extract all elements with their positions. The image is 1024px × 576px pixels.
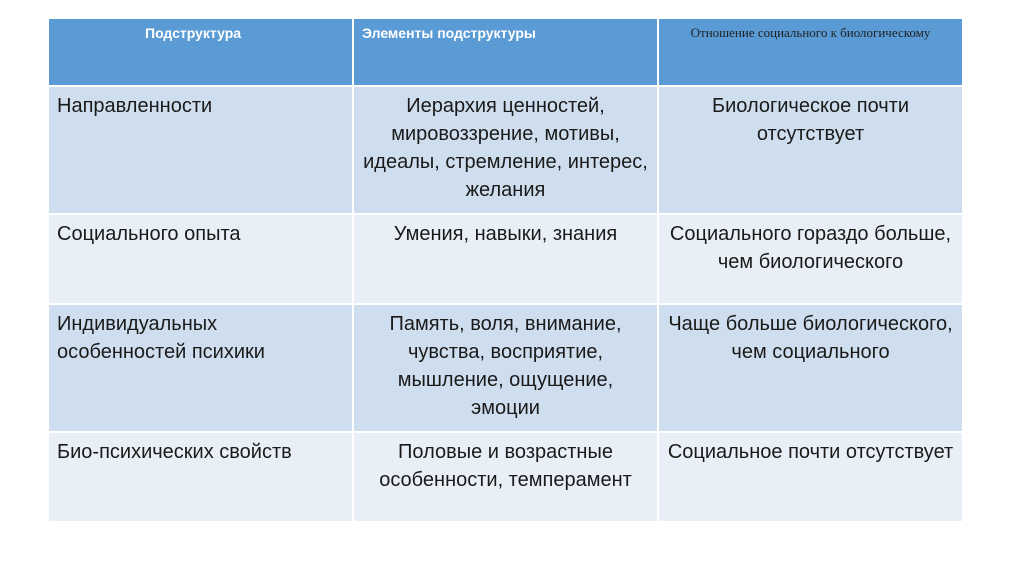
header-row <box>48 18 963 86</box>
cell-relation: Биологическое почти отсутствует <box>658 86 963 214</box>
cell-relation: Социального гораздо больше, чем биологического <box>658 214 963 304</box>
cell-substructure: Направленности <box>48 86 353 214</box>
cell-relation: Чаще больше биологического, чем социального <box>658 304 963 432</box>
cell-substructure: Социального опыта <box>48 214 353 304</box>
header-substructure: Подструктура <box>48 18 353 86</box>
header-elements: Элементы подструктуры <box>353 18 658 86</box>
table-row <box>48 86 963 214</box>
table-row <box>48 304 963 432</box>
cell-elements: Иерархия ценностей, мировоззрение, мотивы, идеалы, стремление, интерес, желания <box>353 86 658 214</box>
header-relation: Отношение социального к биологическому <box>658 18 963 86</box>
cell-substructure: Индивидуальных особенностей психики <box>48 304 353 432</box>
table-row <box>48 432 963 522</box>
cell-elements: Половые и возрастные особенности, темперамент <box>353 432 658 522</box>
cell-elements: Память, воля, внимание, чувства, восприятие, мышление, ощущение, эмоции <box>353 304 658 432</box>
cell-substructure: Био-психических свойств <box>48 432 353 522</box>
table-row <box>48 214 963 304</box>
cell-elements: Умения, навыки, знания <box>353 214 658 304</box>
substructure-table <box>47 17 964 523</box>
cell-relation: Социальное почти отсутствует <box>658 432 963 522</box>
